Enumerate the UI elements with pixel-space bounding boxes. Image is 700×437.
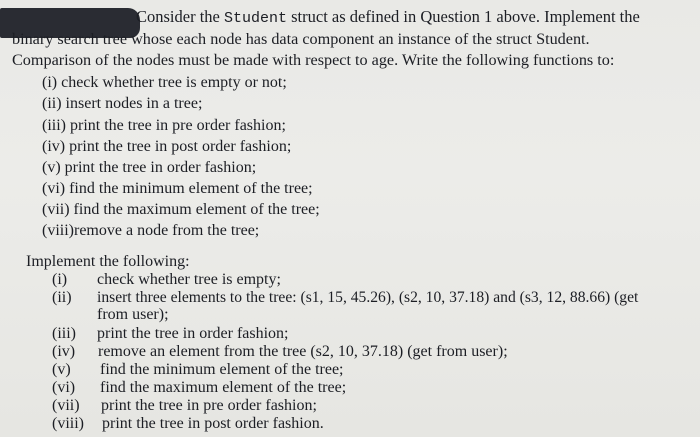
implement-item-text: check whether tree is empty; bbox=[97, 271, 281, 288]
implement-item-number: (vii) bbox=[52, 397, 80, 414]
struct-name: Student bbox=[224, 10, 288, 27]
implement-item-number: (viii) bbox=[52, 415, 84, 432]
question-line-2: binary search tree whose each node has data component an instance of the struct Student. bbox=[12, 30, 590, 48]
function-item: (iv) print the tree in post order fashion; bbox=[42, 138, 292, 155]
function-item: (i) check whether tree is empty or not; bbox=[42, 74, 287, 91]
implement-item-text: insert three elements to the tree: (s1, 15, 45.26), (s2, 10, 37.18) and (s3, 12, 88.66) (get bbox=[97, 289, 639, 306]
implement-item-text: find the maximum element of the tree; bbox=[100, 379, 347, 396]
function-item: (v) print the tree in order fashion; bbox=[42, 159, 257, 176]
implement-item-text: print the tree in order fashion; bbox=[97, 325, 289, 342]
implement-item-number: (iii) bbox=[52, 325, 76, 342]
implement-item-text: from user); bbox=[97, 306, 169, 323]
implement-item-number: (i) bbox=[52, 271, 68, 288]
implement-item-number: (ii) bbox=[52, 289, 72, 306]
implement-item-text: print the tree in post order fashion. bbox=[102, 415, 324, 432]
implement-item-text: find the minimum element of the tree; bbox=[100, 361, 344, 378]
implement-item-number: (v) bbox=[52, 361, 71, 378]
implement-item-number: (iv) bbox=[52, 343, 76, 360]
function-item: (viii)remove a node from the tree; bbox=[42, 222, 260, 239]
question-line-3: Comparison of the nodes must be made with respect to age. Write the following functions to: bbox=[12, 51, 615, 69]
function-item: (vi) find the minimum element of the tree; bbox=[42, 180, 313, 197]
question-line-1-post: struct as defined in Question 1 above. Implement the bbox=[287, 7, 640, 26]
implement-heading: Implement the following: bbox=[26, 253, 190, 270]
function-item: (iii) print the tree in pre order fashion; bbox=[42, 117, 286, 134]
question-line-1-pre: Consider the bbox=[136, 7, 224, 26]
function-item: (ii) insert nodes in a tree; bbox=[42, 95, 203, 112]
implement-item-text: remove an element from the tree (s2, 10, 37.18) (get from user); bbox=[98, 343, 508, 360]
function-item: (vii) find the maximum element of the tree; bbox=[42, 201, 320, 218]
question-line-1 bbox=[136, 7, 640, 28]
implement-item-number: (vi) bbox=[52, 379, 76, 396]
implement-item-text: print the tree in pre order fashion; bbox=[101, 397, 317, 414]
